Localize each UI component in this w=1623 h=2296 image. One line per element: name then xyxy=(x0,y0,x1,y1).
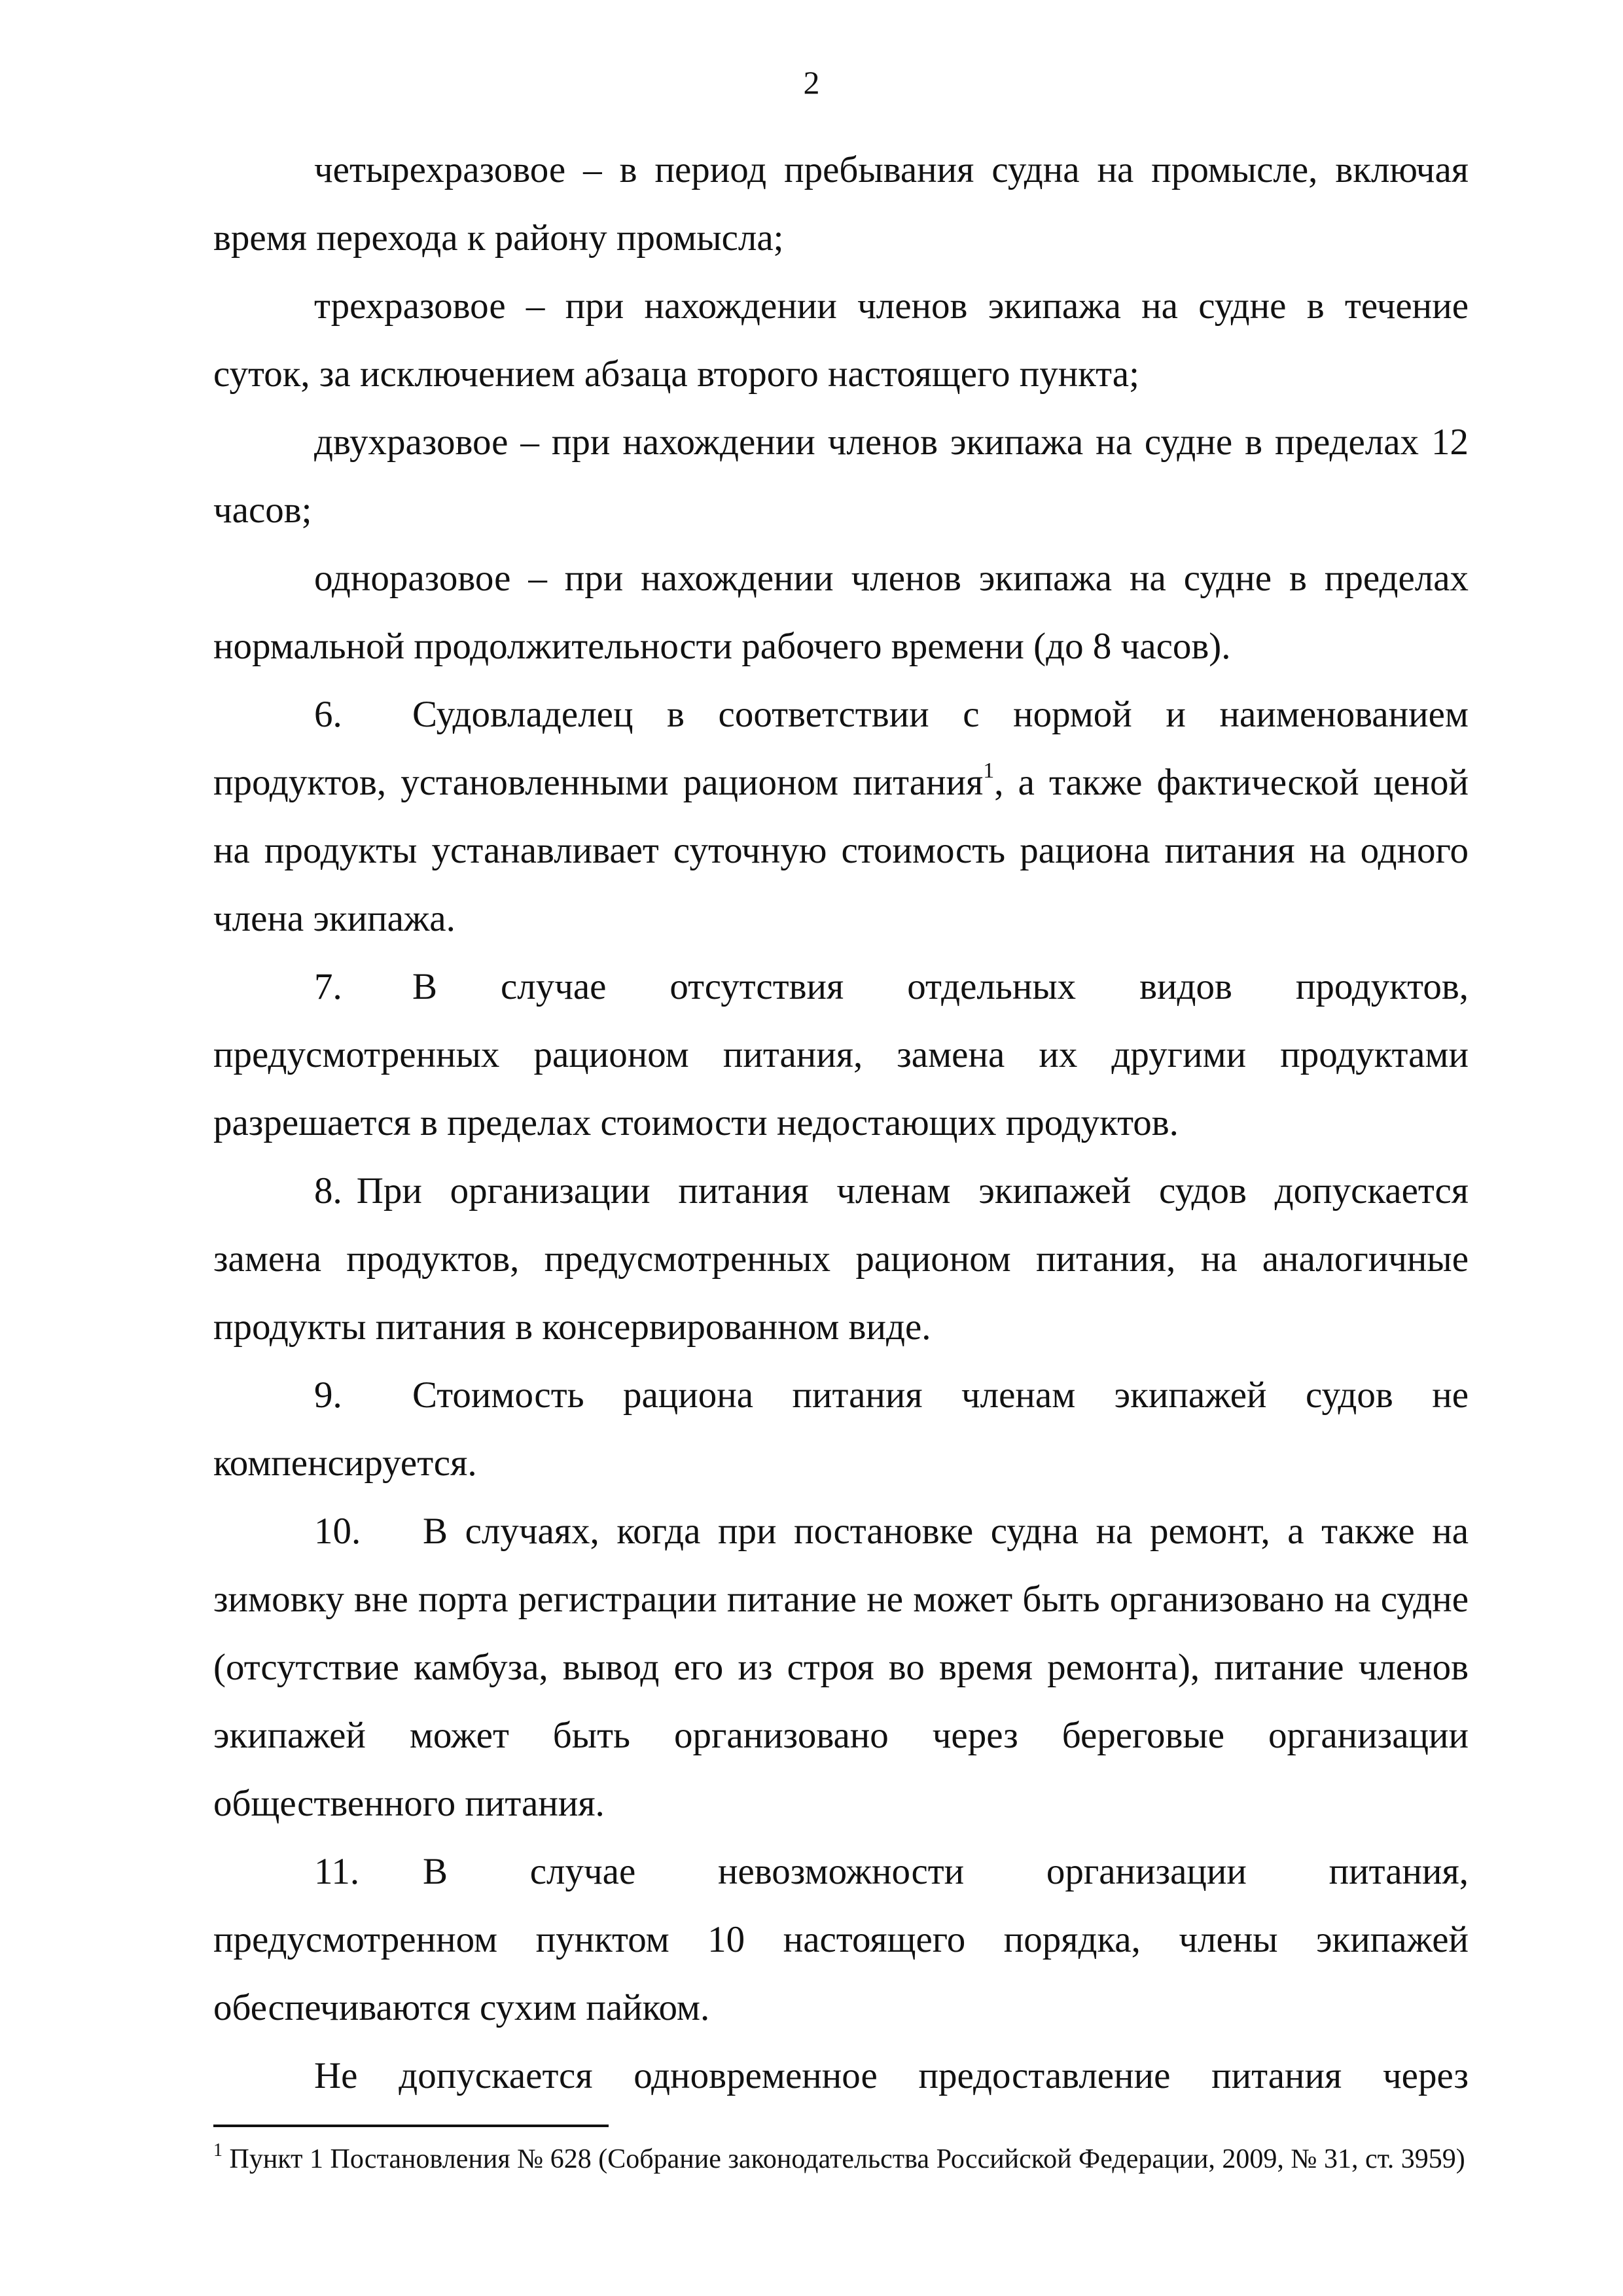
paragraph-four-meals: четырехразовое – в период пребывания судна на промысле, включая время перехода к району промысла; xyxy=(213,149,1469,259)
item-10-text: В случаях, когда при постановке судна на ремонт, а также на зимовку вне порта регистрации питание не может быть организовано на судне (отсутствие камбуза, вывод его из строя во время ремонта), питание членов экипажей может быть организовано через береговые организации общественного питания. xyxy=(213,1511,1469,1824)
paragraph-item-8 xyxy=(213,1157,1469,1361)
item-number: 9. xyxy=(314,1374,342,1416)
paragraph-item-9 xyxy=(213,1361,1469,1498)
item-7-text: В случае отсутствия отдельных видов продуктов, предусмотренных рационом питания, замена их другими продуктами разрешается в пределах стоимости недостающих продуктов. xyxy=(213,966,1469,1143)
item-6-text-start: Судовладелец в соответствии с нормой и наименованием продуктов, установленными рационом питания xyxy=(213,694,1469,803)
footnote-separator xyxy=(213,2125,609,2127)
item-number: 8. xyxy=(314,1170,342,1211)
paragraph-item-6 xyxy=(213,681,1469,953)
paragraph-three-meals: трехразовое – при нахождении членов экипажа на судне в течение суток, за исключением абзаца второго настоящего пункта; xyxy=(213,285,1469,395)
item-11-text: В случае невозможности организации питания, предусмотренном пунктом 10 настоящего порядка, члены экипажей обеспечиваются сухим пайком. xyxy=(213,1851,1469,2028)
item-number: 7. xyxy=(314,966,342,1007)
paragraph-item-7 xyxy=(213,953,1469,1157)
document-body xyxy=(213,136,1469,2110)
item-number: 6. xyxy=(314,694,342,735)
item-8-text: При организации питания членам экипажей судов допускается замена продуктов, предусмотренных рационом питания, на аналогичные продукты питания в консервированном виде. xyxy=(213,1170,1469,1348)
footnote-marker: 1 xyxy=(213,2140,223,2161)
footnote xyxy=(213,2140,1469,2178)
item-6-text-end: , а также фактической ценой на продукты устанавливает суточную стоимость рациона питания на одного члена экипажа. xyxy=(213,762,1469,939)
page-number: 2 xyxy=(803,64,820,101)
paragraph-two-meals: двухразовое – при нахождении членов экипажа на судне в пределах 12 часов; xyxy=(213,422,1469,531)
paragraph-item-10 xyxy=(213,1498,1469,1838)
paragraph-one-meal: одноразовое – при нахождении членов экипажа на судне в пределах нормальной продолжительности рабочего времени (до 8 часов). xyxy=(213,558,1469,667)
item-9-text: Стоимость рациона питания членам экипажей судов не компенсируется. xyxy=(213,1374,1469,1484)
paragraph-item-11 xyxy=(213,1838,1469,2042)
footnote-reference: 1 xyxy=(983,759,995,783)
item-number: 10. xyxy=(314,1511,361,1552)
footnote-text: Пункт 1 Постановления № 628 (Собрание законодательства Российской Федерации, 2009, № 31, ст. 3959) xyxy=(229,2144,1465,2174)
paragraph-continuation: Не допускается одновременное предоставление питания через xyxy=(314,2055,1469,2096)
item-number: 11. xyxy=(314,1851,360,1892)
